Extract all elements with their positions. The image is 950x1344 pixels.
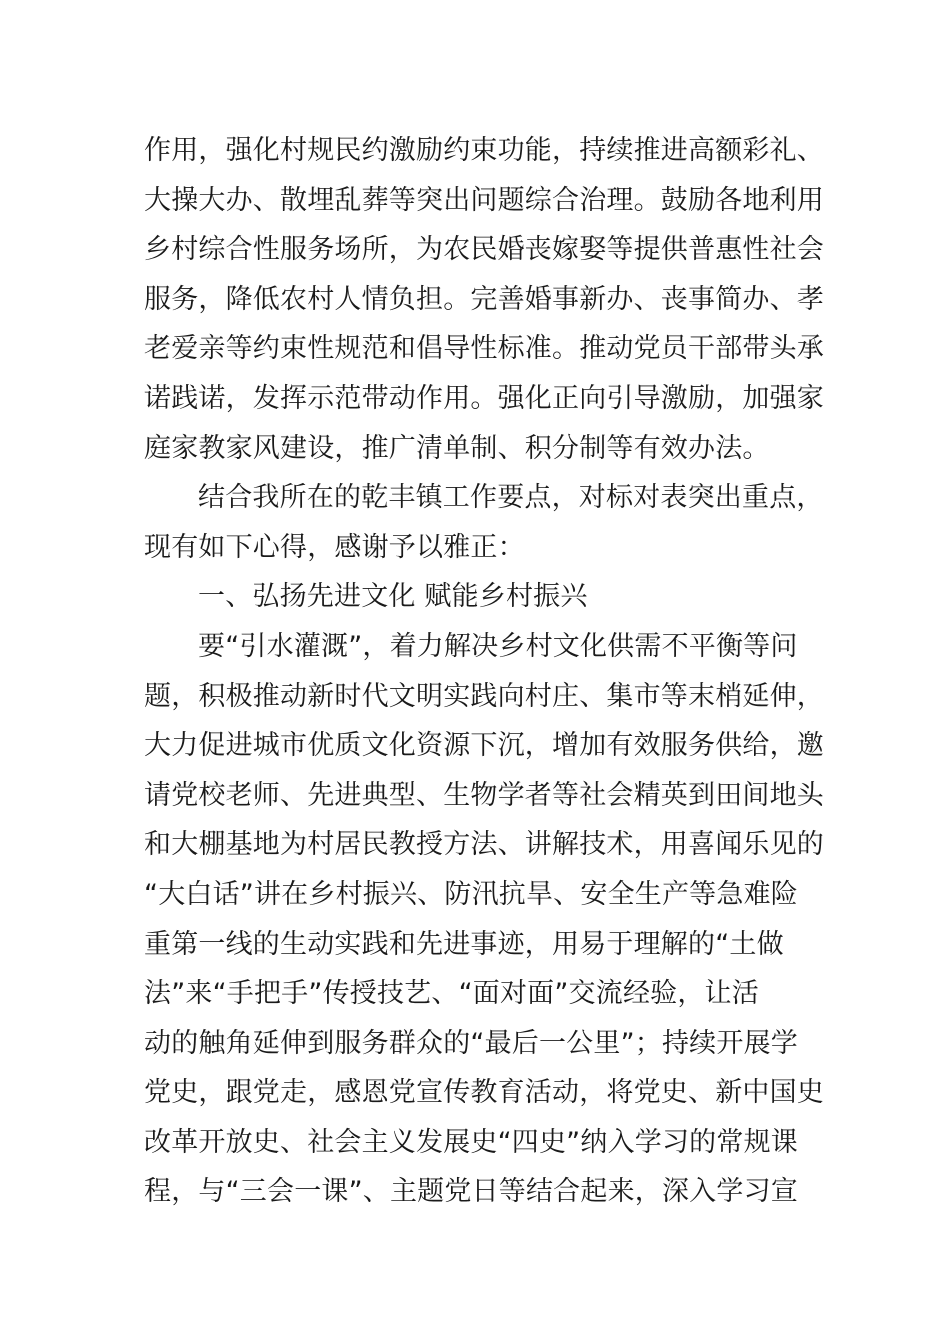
- text-line: 重第一线的生动实践和先进事迹，用易于理解的“土做: [144, 928, 784, 960]
- text-line: 动的触角延伸到服务群众的“最后一公里”；持续开展学: [144, 1027, 798, 1059]
- text-line: 庭家教家风建设，推广清单制、积分制等有效办法。: [144, 432, 770, 464]
- text-line: 请党校老师、先进典型、生物学者等社会精英到田间地头: [144, 779, 824, 811]
- text-line: “大白话”讲在乡村振兴、防汛抗旱、安全生产等急难险: [144, 878, 798, 910]
- text-line: 作用，强化村规民约激励约束功能，持续推进高额彩礼、: [144, 135, 824, 166]
- text-line: 服务，降低农村人情负担。完善婚事新办、丧事简办、孝: [144, 283, 824, 315]
- text-line: 题，积极推动新时代文明实践向村庄、集市等末梢延伸，: [144, 680, 824, 712]
- paragraph-2: [144, 473, 824, 572]
- text-line: 程，与“三会一课”、主题党日等结合起来，深入学习宣: [144, 1176, 798, 1208]
- text-line: 要“引水灌溉”，着力解决乡村文化供需不平衡等问: [198, 630, 798, 662]
- text-line: 诺践诺，发挥示范带动作用。强化正向引导激励，加强家: [144, 382, 824, 414]
- text-line: 现有如下心得，感谢予以雅正：: [144, 531, 525, 563]
- text-line: 结合我所在的乾丰镇工作要点，对标对表突出重点，: [198, 482, 824, 514]
- text-line: 大操大办、散埋乱葬等突出问题综合治理。鼓励各地利用: [144, 184, 824, 216]
- text-line: 法”来“手把手”传授技艺、“面对面”交流经验，让活: [144, 978, 759, 1010]
- text-line: 大力促进城市优质文化资源下沉，增加有效服务供给，邀: [144, 730, 824, 762]
- text-line: 改革开放史、社会主义发展史“四史”纳入学习的常规课: [144, 1126, 798, 1158]
- text-line: 乡村综合性服务场所，为农民婚丧嫁娶等提供普惠性社会: [144, 234, 824, 266]
- text-line: 党史，跟党走，感恩党宣传教育活动，将党史、新中国史: [144, 1077, 824, 1109]
- document-body: [144, 126, 824, 1217]
- paragraph-1: [144, 126, 824, 473]
- text-line: 老爱亲等约束性规范和倡导性标准。推动党员干部带头承: [144, 333, 824, 365]
- section-heading: 一、弘扬先进文化 赋能乡村振兴: [198, 581, 588, 613]
- paragraph-3: [144, 622, 824, 1217]
- text-line: 和大棚基地为村居民教授方法、讲解技术，用喜闻乐见的: [144, 829, 824, 861]
